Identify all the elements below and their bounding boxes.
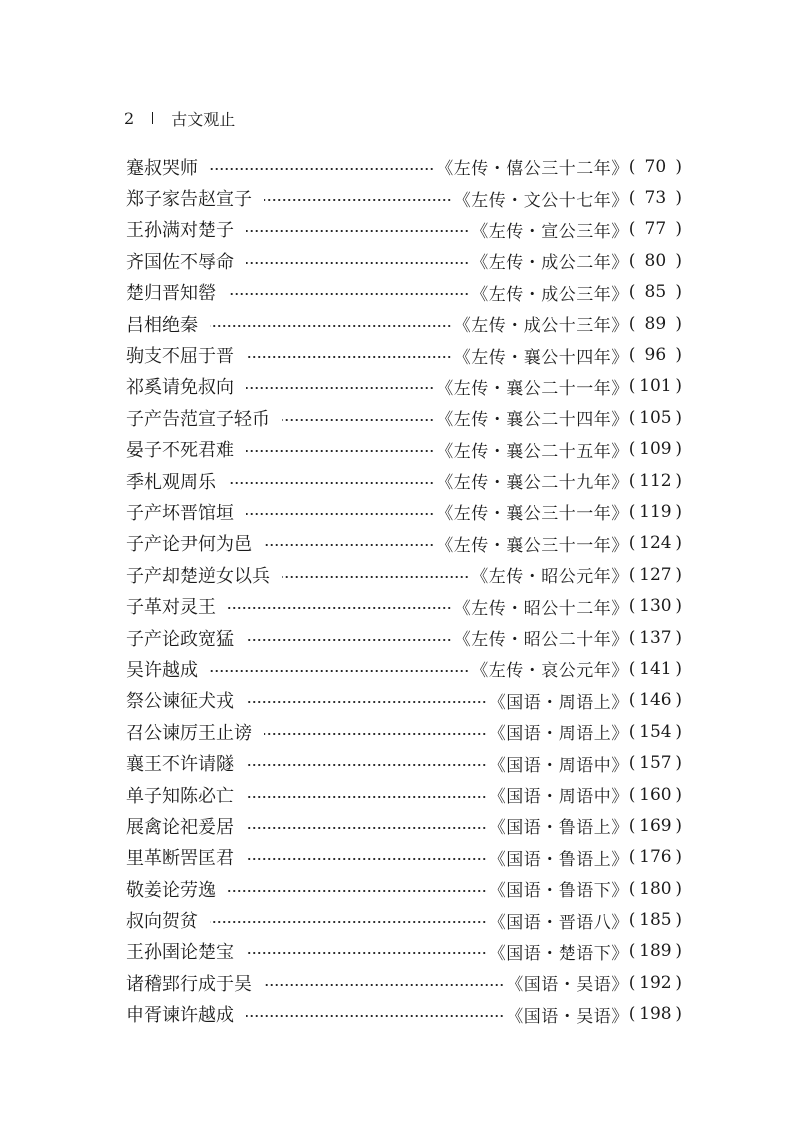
toc-entry-title: 吴许越成 <box>126 659 198 681</box>
toc-entry[interactable] <box>126 465 682 496</box>
toc-entry-page-number: 185 <box>639 910 672 931</box>
toc-entry-page: ( 112 ) <box>628 470 682 491</box>
toc-entry-title: 展禽论祀爰居 <box>126 816 234 838</box>
toc-entry-title: 齐国佐不辱命 <box>126 251 234 273</box>
toc-entry[interactable] <box>126 999 682 1030</box>
toc-entry-page-number: 96 <box>644 345 667 366</box>
dot-leader <box>246 826 487 830</box>
dot-leader <box>246 386 434 390</box>
toc-entry-page: ( 70 ) <box>628 156 682 177</box>
dot-leader <box>246 229 469 233</box>
toc-entry-source: 《国语・周语上》 <box>488 724 629 745</box>
toc-entry-page-number: 105 <box>639 407 672 428</box>
toc-entry-title: 祭公谏征犬戎 <box>126 691 234 713</box>
dot-leader <box>246 512 434 516</box>
dot-leader <box>228 889 487 893</box>
toc-entry-page-number: 77 <box>644 219 667 240</box>
toc-entry[interactable] <box>126 277 682 308</box>
toc-entry[interactable] <box>126 716 682 747</box>
toc-entry-title: 晏子不死君难 <box>126 440 234 462</box>
toc-entry-page: ( 89 ) <box>628 313 682 334</box>
toc-entry-page-number: 73 <box>644 188 667 209</box>
toc-entry-title: 敬姜论劳逸 <box>126 879 216 901</box>
toc-entry-page-number: 180 <box>639 878 672 899</box>
toc-entry-page: ( 124 ) <box>628 533 682 554</box>
toc-entry-page: ( 198 ) <box>628 1004 682 1025</box>
toc-entry-page-number: 89 <box>644 313 667 334</box>
toc-entry-page: ( 189 ) <box>628 941 682 962</box>
dot-leader <box>246 700 487 704</box>
toc-entry-source: 《左传・襄公二十五年》 <box>436 441 629 462</box>
toc-entry-page-number: 112 <box>639 470 672 491</box>
toc-entry[interactable] <box>126 528 682 559</box>
toc-entry-page: ( 185 ) <box>628 910 682 931</box>
toc-entry[interactable] <box>126 685 682 716</box>
dot-leader <box>282 418 434 422</box>
toc-entry-source: 《国语・周语中》 <box>488 755 629 776</box>
toc-entry[interactable] <box>126 339 682 370</box>
toc-entry-page: ( 127 ) <box>628 564 682 585</box>
toc-entry-page-number: 146 <box>639 690 672 711</box>
dot-leader <box>264 732 487 736</box>
toc-entry-title: 子产坏晋馆垣 <box>126 502 234 524</box>
toc-entry[interactable] <box>126 622 682 653</box>
toc-entry[interactable] <box>126 214 682 245</box>
header-page-number: 2 <box>124 108 135 128</box>
toc-entry-source: 《左传・襄公十四年》 <box>453 347 629 368</box>
dot-leader <box>228 481 434 485</box>
toc-entry-page-number: 101 <box>639 376 672 397</box>
toc-entry[interactable] <box>126 496 682 527</box>
toc-entry-source: 《左传・成公三年》 <box>471 284 629 305</box>
toc-entry-source: 《左传・襄公二十四年》 <box>436 410 629 431</box>
toc-entry-title: 吕相绝秦 <box>126 314 198 336</box>
toc-entry-title: 子产却楚逆女以兵 <box>126 565 270 587</box>
toc-entry[interactable] <box>126 873 682 904</box>
toc-entry-page: ( 73 ) <box>628 188 682 209</box>
toc-entry-page-number: 70 <box>644 156 667 177</box>
toc-entry-page-number: 124 <box>639 533 672 554</box>
dot-leader <box>246 261 469 265</box>
toc-entry-page-number: 198 <box>639 1004 672 1025</box>
toc-entry-source: 《左传・昭公元年》 <box>471 567 629 588</box>
table-of-contents <box>126 151 682 1030</box>
toc-entry-page: ( 137 ) <box>628 627 682 648</box>
dot-leader <box>210 167 434 171</box>
toc-entry[interactable] <box>126 653 682 684</box>
toc-entry-page: ( 141 ) <box>628 658 682 679</box>
toc-entry-page-number: 189 <box>639 941 672 962</box>
toc-entry-source: 《国语・晋语八》 <box>488 912 629 933</box>
toc-entry-page-number: 169 <box>639 815 672 836</box>
toc-entry[interactable] <box>126 842 682 873</box>
toc-entry-page: ( 96 ) <box>628 345 682 366</box>
toc-entry-page-number: 80 <box>644 250 667 271</box>
dot-leader <box>210 669 469 673</box>
dot-leader <box>246 951 487 955</box>
toc-entry-source: 《国语・鲁语上》 <box>488 849 629 870</box>
toc-entry-page: ( 154 ) <box>628 721 682 742</box>
dot-leader <box>246 763 487 767</box>
toc-entry-source: 《国语・吴语》 <box>506 1006 629 1027</box>
toc-entry[interactable] <box>126 590 682 621</box>
toc-entry-page-number: 109 <box>639 439 672 460</box>
toc-entry-source: 《国语・周语上》 <box>488 692 629 713</box>
toc-entry-page: ( 157 ) <box>628 753 682 774</box>
toc-entry-title: 祁奚请免叔向 <box>126 377 234 399</box>
toc-entry-page-number: 119 <box>639 501 672 522</box>
toc-entry-title: 子产论尹何为邑 <box>126 534 252 556</box>
toc-entry-source: 《国语・鲁语上》 <box>488 818 629 839</box>
toc-entry-source: 《左传・成公十三年》 <box>453 316 629 337</box>
toc-entry-page-number: 137 <box>639 627 672 648</box>
toc-entry-source: 《左传・襄公三十一年》 <box>436 535 629 556</box>
toc-entry[interactable] <box>126 434 682 465</box>
toc-entry-page: ( 160 ) <box>628 784 682 805</box>
toc-entry-page: ( 109 ) <box>628 439 682 460</box>
toc-entry-source: 《左传・襄公二十一年》 <box>436 378 629 399</box>
toc-entry[interactable] <box>126 402 682 433</box>
toc-entry[interactable] <box>126 245 682 276</box>
toc-entry[interactable] <box>126 371 682 402</box>
toc-entry-page-number: 130 <box>639 596 672 617</box>
toc-entry-title: 襄王不许请隧 <box>126 754 234 776</box>
toc-entry-title: 驹支不屈于晋 <box>126 346 234 368</box>
toc-entry-page: ( 85 ) <box>628 282 682 303</box>
toc-entry[interactable] <box>126 810 682 841</box>
toc-entry-title: 郑子家告赵宣子 <box>126 189 252 211</box>
toc-entry-page: ( 192 ) <box>628 972 682 993</box>
toc-entry-page: ( 119 ) <box>628 501 682 522</box>
header-book-title: 古文观止 <box>171 109 236 129</box>
toc-entry-title: 楚归晋知罃 <box>126 283 216 305</box>
toc-entry-page-number: 176 <box>639 847 672 868</box>
dot-leader <box>264 543 434 547</box>
toc-entry[interactable] <box>126 936 682 967</box>
dot-leader <box>264 983 504 987</box>
toc-entry[interactable] <box>126 308 682 339</box>
toc-entry-title: 王孙满对楚子 <box>126 220 234 242</box>
dot-leader <box>228 606 452 610</box>
toc-entry-page-number: 127 <box>639 564 672 585</box>
toc-entry-page: ( 101 ) <box>628 376 682 397</box>
dot-leader <box>246 857 487 861</box>
toc-entry[interactable] <box>126 559 682 590</box>
toc-entry-page-number: 192 <box>639 972 672 993</box>
toc-entry-source: 《左传・文公十七年》 <box>453 190 629 211</box>
toc-entry[interactable] <box>126 182 682 213</box>
toc-entry-title: 王孙圉论楚宝 <box>126 942 234 964</box>
toc-entry-page: ( 176 ) <box>628 847 682 868</box>
dot-leader <box>282 575 469 579</box>
dot-leader <box>246 355 452 359</box>
dot-leader <box>210 920 487 924</box>
toc-entry-page: ( 146 ) <box>628 690 682 711</box>
toc-entry-title: 召公谏厉王止谤 <box>126 722 252 744</box>
dot-leader <box>246 638 452 642</box>
toc-entry-page: ( 77 ) <box>628 219 682 240</box>
dot-leader <box>246 449 434 453</box>
toc-entry-source: 《国语・吴语》 <box>506 975 629 996</box>
toc-entry-page: ( 105 ) <box>628 407 682 428</box>
toc-entry-title: 诸稽郢行成于吴 <box>126 973 252 995</box>
toc-entry-title: 叔向贺贫 <box>126 911 198 933</box>
toc-entry-source: 《国语・周语中》 <box>488 787 629 807</box>
toc-entry-source: 《左传・襄公三十一年》 <box>436 504 629 525</box>
toc-entry[interactable] <box>126 151 682 182</box>
toc-entry-page: ( 80 ) <box>628 250 682 271</box>
toc-entry-source: 《国语・楚语下》 <box>488 943 629 964</box>
dot-leader <box>246 1014 504 1018</box>
toc-entry-title: 单子知陈必亡 <box>126 785 234 807</box>
toc-entry-source: 《左传・襄公二十九年》 <box>436 473 629 494</box>
toc-entry[interactable] <box>126 904 682 935</box>
running-header <box>124 106 235 130</box>
toc-entry-title: 子产告范宣子轻币 <box>126 408 270 430</box>
toc-entry-page-number: 141 <box>639 658 672 679</box>
toc-entry-source: 《左传・僖公三十二年》 <box>436 159 629 180</box>
toc-entry[interactable] <box>126 747 682 778</box>
toc-entry-title: 子产论政宽猛 <box>126 628 234 650</box>
toc-entry-source: 《左传・昭公二十年》 <box>453 630 629 651</box>
header-separator <box>152 112 153 124</box>
toc-entry-title: 申胥谏许越成 <box>126 1005 234 1027</box>
toc-entry-source: 《左传・哀公元年》 <box>471 661 629 682</box>
dot-leader <box>210 324 452 328</box>
toc-entry-page-number: 157 <box>639 753 672 774</box>
dot-leader <box>264 198 452 202</box>
dot-leader <box>246 795 487 799</box>
toc-entry-page: ( 169 ) <box>628 815 682 836</box>
toc-entry-source: 《左传・昭公十二年》 <box>453 598 629 619</box>
toc-entry-title: 子革对灵王 <box>126 597 216 619</box>
dot-leader <box>228 292 469 296</box>
toc-entry[interactable] <box>126 779 682 810</box>
toc-entry-title: 蹇叔哭师 <box>126 157 198 179</box>
toc-entry-page-number: 160 <box>639 784 672 805</box>
toc-entry-page-number: 85 <box>644 282 667 303</box>
toc-entry-title: 里革断罟匡君 <box>126 848 234 870</box>
toc-entry-source: 《左传・宣公三年》 <box>471 221 629 242</box>
toc-entry[interactable] <box>126 967 682 998</box>
toc-entry-page-number: 154 <box>639 721 672 742</box>
toc-entry-source: 《左传・成公二年》 <box>471 253 629 274</box>
toc-entry-title: 季札观周乐 <box>126 471 216 493</box>
toc-entry-page: ( 130 ) <box>628 596 682 617</box>
toc-entry-source: 《国语・鲁语下》 <box>488 881 629 902</box>
toc-entry-page: ( 180 ) <box>628 878 682 899</box>
